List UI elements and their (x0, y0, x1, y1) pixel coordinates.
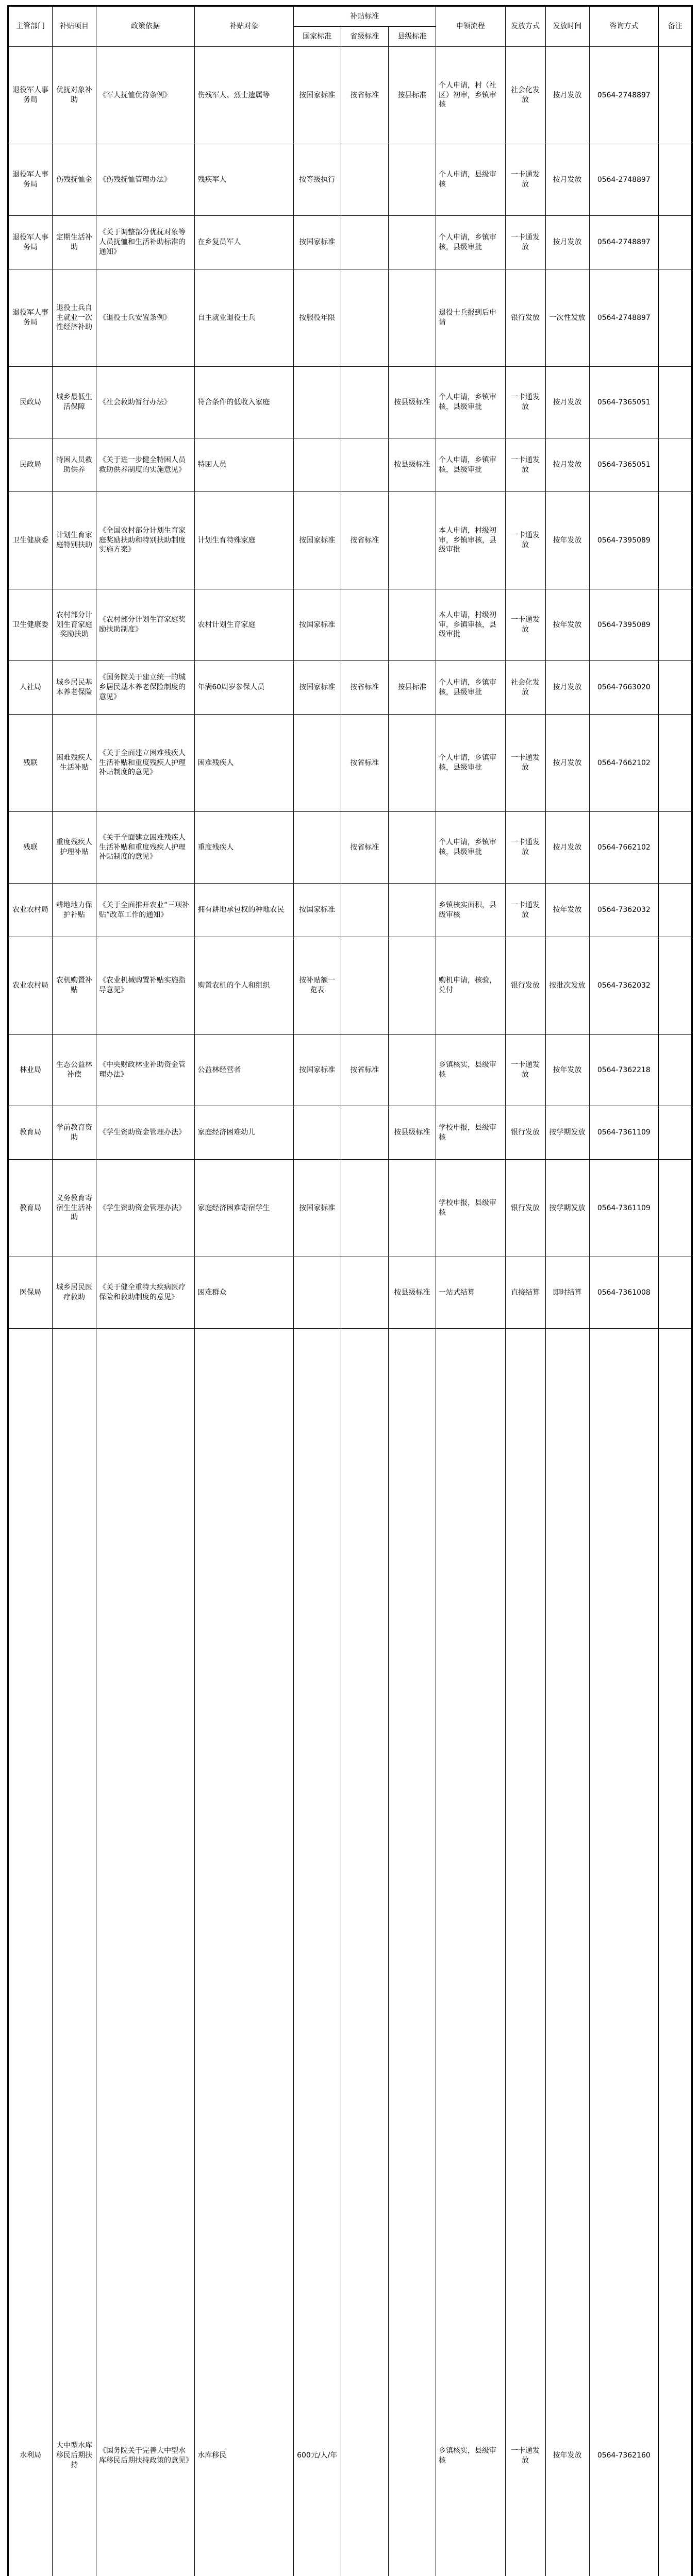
cell-dept: 民政局 (9, 367, 53, 438)
cell-process: 本人申请，村级初审，乡镇审核，县级审批 (436, 492, 505, 589)
cell-dept: 残联 (9, 812, 53, 884)
cell-dept: 残联 (9, 715, 53, 812)
cell-contact: 0564-7362032 (589, 884, 659, 937)
cell-payment: 银行发放 (505, 937, 545, 1035)
cell-payment: 一卡通发放 (505, 884, 545, 937)
cell-time: 按月发放 (545, 47, 589, 144)
cell-province: 按省标准 (341, 812, 388, 884)
cell-province (341, 438, 388, 492)
cell-province (341, 937, 388, 1035)
cell-process: 个人申请，乡镇审核，县级审批 (436, 812, 505, 884)
cell-city (388, 884, 436, 937)
cell-city: 按县标准 (388, 661, 436, 715)
table-row (9, 216, 692, 269)
cell-process: 本人申请，村级初审，乡镇审核，县级审批 (436, 589, 505, 661)
cell-payment: 银行发放 (505, 269, 545, 367)
cell-city (388, 144, 436, 216)
cell-note (659, 1106, 692, 1160)
cell-target: 水库移民 (195, 1329, 293, 2576)
cell-item: 特困人员救助供养 (53, 438, 96, 492)
cell-dept: 农业农村局 (9, 884, 53, 937)
cell-note (659, 589, 692, 661)
cell-target: 符合条件的低收入家庭 (195, 367, 293, 438)
cell-time: 按年发放 (545, 1329, 589, 2576)
cell-time: 按批次发放 (545, 937, 589, 1035)
cell-payment: 一卡通发放 (505, 715, 545, 812)
cell-note (659, 144, 692, 216)
cell-national (293, 367, 341, 438)
cell-city: 按县级标准 (388, 1106, 436, 1160)
cell-time: 按学期发放 (545, 1160, 589, 1257)
table-row (9, 589, 692, 661)
cell-item: 城乡最低生活保障 (53, 367, 96, 438)
cell-process: 个人申请，乡镇审核，县级审批 (436, 367, 505, 438)
cell-target: 伤残军人、烈士遗属等 (195, 47, 293, 144)
cell-contact: 0564-7362218 (589, 1035, 659, 1106)
header-province: 省级标准 (341, 27, 388, 47)
cell-payment: 社会化发放 (505, 661, 545, 715)
cell-payment: 银行发放 (505, 1106, 545, 1160)
cell-process: 个人申请，乡镇审核，县级审批 (436, 715, 505, 812)
cell-basis: 《关于健全重特大疾病医疗保险和救助制度的意见》 (96, 1257, 195, 1329)
cell-basis: 《学生资助资金管理办法》 (96, 1160, 195, 1257)
cell-target: 农村计划生育家庭 (195, 589, 293, 661)
subsidy-table (8, 6, 692, 2576)
cell-dept: 林业局 (9, 1035, 53, 1106)
header-city: 县级标准 (388, 27, 436, 47)
cell-process: 个人申请，村（社区）初审，乡镇审核 (436, 47, 505, 144)
cell-process: 个人申请，县级审核 (436, 144, 505, 216)
cell-province: 按省标准 (341, 1035, 388, 1106)
cell-basis: 《学生资助资金管理办法》 (96, 1106, 195, 1160)
cell-note (659, 438, 692, 492)
table-row (9, 1329, 692, 2576)
cell-note (659, 937, 692, 1035)
cell-process: 学校申报，县级审核 (436, 1160, 505, 1257)
cell-note (659, 715, 692, 812)
cell-province (341, 1257, 388, 1329)
cell-dept: 医保局 (9, 1257, 53, 1329)
cell-contact: 0564-7362032 (589, 937, 659, 1035)
header-note: 备注 (659, 7, 692, 47)
cell-payment: 直接结算 (505, 1257, 545, 1329)
cell-province: 按省标准 (341, 492, 388, 589)
cell-dept: 教育局 (9, 1106, 53, 1160)
cell-target: 特困人员 (195, 438, 293, 492)
cell-item: 城乡居民医疗救助 (53, 1257, 96, 1329)
cell-note (659, 1035, 692, 1106)
cell-item: 定期生活补助 (53, 216, 96, 269)
cell-time: 按月发放 (545, 216, 589, 269)
cell-target: 困难残疾人 (195, 715, 293, 812)
cell-payment: 一卡通发放 (505, 367, 545, 438)
cell-contact: 0564-2748897 (589, 216, 659, 269)
cell-basis: 《农村部分计划生育家庭奖励扶助制度》 (96, 589, 195, 661)
cell-national (293, 438, 341, 492)
cell-city: 按县级标准 (388, 1257, 436, 1329)
cell-province (341, 216, 388, 269)
cell-target: 年满60周岁参保人员 (195, 661, 293, 715)
cell-process: 乡镇核实，县级审核 (436, 1035, 505, 1106)
table-row (9, 1160, 692, 1257)
cell-basis: 《社会救助暂行办法》 (96, 367, 195, 438)
cell-time: 按年发放 (545, 884, 589, 937)
cell-city (388, 269, 436, 367)
cell-contact: 0564-7395089 (589, 492, 659, 589)
table-row (9, 812, 692, 884)
table-row (9, 937, 692, 1035)
table-row (9, 47, 692, 144)
cell-target: 自主就业退役士兵 (195, 269, 293, 367)
cell-contact: 0564-7662102 (589, 812, 659, 884)
cell-note (659, 367, 692, 438)
cell-time: 一次性发放 (545, 269, 589, 367)
cell-national: 按国家标准 (293, 661, 341, 715)
cell-province (341, 1329, 388, 2576)
cell-province (341, 1160, 388, 1257)
cell-national: 按国家标准 (293, 1035, 341, 1106)
cell-basis: 《农业机械购置补贴实施指导意见》 (96, 937, 195, 1035)
cell-city: 按县级标准 (388, 367, 436, 438)
subsidy-document (7, 5, 693, 2576)
cell-item: 重度残疾人护理补贴 (53, 812, 96, 884)
cell-payment: 一卡通发放 (505, 492, 545, 589)
cell-time: 按月发放 (545, 367, 589, 438)
cell-time: 按年发放 (545, 589, 589, 661)
cell-province (341, 269, 388, 367)
cell-item: 耕地地力保护补贴 (53, 884, 96, 937)
cell-time: 按月发放 (545, 661, 589, 715)
cell-note (659, 812, 692, 884)
table-row (9, 438, 692, 492)
cell-national: 按国家标准 (293, 492, 341, 589)
cell-contact: 0564-7663020 (589, 661, 659, 715)
cell-note (659, 492, 692, 589)
cell-note (659, 216, 692, 269)
cell-basis: 《关于进一步健全特困人员救助供养制度的实施意见》 (96, 438, 195, 492)
cell-city: 按县级标准 (388, 438, 436, 492)
cell-target: 家庭经济困难幼儿 (195, 1106, 293, 1160)
table-row (9, 884, 692, 937)
cell-contact: 0564-7365051 (589, 367, 659, 438)
cell-target: 残疾军人 (195, 144, 293, 216)
cell-target: 公益林经营者 (195, 1035, 293, 1106)
cell-payment: 一卡通发放 (505, 1035, 545, 1106)
cell-item: 学前教育资助 (53, 1106, 96, 1160)
table-row (9, 144, 692, 216)
table-row (9, 269, 692, 367)
cell-target: 购置农机的个人和组织 (195, 937, 293, 1035)
cell-province (341, 367, 388, 438)
cell-target: 在乡复员军人 (195, 216, 293, 269)
cell-time: 按学期发放 (545, 1106, 589, 1160)
table-row (9, 1257, 692, 1329)
cell-national (293, 715, 341, 812)
cell-dept: 卫生健康委 (9, 589, 53, 661)
cell-contact: 0564-7365051 (589, 438, 659, 492)
cell-process: 个人申请，乡镇审核，县级审批 (436, 661, 505, 715)
cell-province: 按省标准 (341, 715, 388, 812)
cell-basis: 《国务院关于建立统一的城乡居民基本养老保险制度的意见》 (96, 661, 195, 715)
cell-national (293, 812, 341, 884)
table-row (9, 367, 692, 438)
cell-city (388, 1035, 436, 1106)
cell-process: 一站式结算 (436, 1257, 505, 1329)
cell-contact: 0564-7361109 (589, 1160, 659, 1257)
header-dept: 主管部门 (9, 7, 53, 47)
table-body (9, 47, 692, 2576)
cell-city (388, 1160, 436, 1257)
cell-national: 按服役年限 (293, 269, 341, 367)
cell-item: 义务教育寄宿生生活补助 (53, 1160, 96, 1257)
cell-item: 生态公益林补偿 (53, 1035, 96, 1106)
header-standard: 补贴标准 (293, 7, 436, 27)
cell-city (388, 1329, 436, 2576)
cell-process: 乡镇核实，县级审核 (436, 1329, 505, 2576)
cell-city (388, 492, 436, 589)
cell-process: 个人申请，乡镇审核，县级审批 (436, 216, 505, 269)
cell-item: 伤残抚恤金 (53, 144, 96, 216)
cell-payment: 一卡通发放 (505, 589, 545, 661)
cell-dept: 教育局 (9, 1160, 53, 1257)
cell-note (659, 1329, 692, 2576)
cell-payment: 社会化发放 (505, 47, 545, 144)
cell-payment: 一卡通发放 (505, 812, 545, 884)
cell-city (388, 589, 436, 661)
cell-contact: 0564-7361008 (589, 1257, 659, 1329)
cell-process: 个人申请，乡镇审核，县级审批 (436, 438, 505, 492)
cell-dept: 退役军人事务局 (9, 47, 53, 144)
cell-target: 拥有耕地承包权的种地农民 (195, 884, 293, 937)
cell-target: 困难群众 (195, 1257, 293, 1329)
cell-time: 按月发放 (545, 715, 589, 812)
cell-national: 按国家标准 (293, 47, 341, 144)
cell-contact: 0564-2748897 (589, 269, 659, 367)
cell-note (659, 269, 692, 367)
table-row (9, 492, 692, 589)
cell-city (388, 812, 436, 884)
cell-basis: 《关于全面推开农业“三项补贴”改革工作的通知》 (96, 884, 195, 937)
cell-target: 计划生育特殊家庭 (195, 492, 293, 589)
cell-process: 退役士兵报到后申请 (436, 269, 505, 367)
cell-province (341, 144, 388, 216)
cell-national: 按补贴额一览表 (293, 937, 341, 1035)
cell-time: 按月发放 (545, 438, 589, 492)
cell-process: 购机申请，核验，兑付 (436, 937, 505, 1035)
cell-note (659, 1257, 692, 1329)
cell-province (341, 884, 388, 937)
cell-basis: 《退役士兵安置条例》 (96, 269, 195, 367)
cell-basis: 《中央财政林业补助资金管理办法》 (96, 1035, 195, 1106)
cell-dept: 民政局 (9, 438, 53, 492)
header-national: 国家标准 (293, 27, 341, 47)
cell-basis: 《伤残抚恤管理办法》 (96, 144, 195, 216)
cell-dept: 退役军人事务局 (9, 269, 53, 367)
cell-national: 按国家标准 (293, 1160, 341, 1257)
cell-item: 困难残疾人生活补贴 (53, 715, 96, 812)
cell-basis: 《国务院关于完善大中型水库移民后期扶持政策的意见》 (96, 1329, 195, 2576)
cell-basis: 《关于调整部分优抚对象等人员抚恤和生活补助标准的通知》 (96, 216, 195, 269)
header-target: 补贴对象 (195, 7, 293, 47)
cell-item: 计划生育家庭特别扶助 (53, 492, 96, 589)
cell-national: 按国家标准 (293, 884, 341, 937)
cell-process: 乡镇核实面积，县级审核 (436, 884, 505, 937)
cell-time: 按年发放 (545, 1035, 589, 1106)
cell-province: 按省标准 (341, 47, 388, 144)
table-row (9, 1035, 692, 1106)
cell-dept: 退役军人事务局 (9, 144, 53, 216)
cell-dept: 卫生健康委 (9, 492, 53, 589)
cell-contact: 0564-2748897 (589, 144, 659, 216)
header-contact: 咨询方式 (589, 7, 659, 47)
cell-basis: 《全国农村部分计划生育家庭奖励扶助和特别扶助制度实施方案》 (96, 492, 195, 589)
header-process: 申领流程 (436, 7, 505, 47)
cell-item: 农机购置补贴 (53, 937, 96, 1035)
cell-contact: 0564-2748897 (589, 47, 659, 144)
cell-city (388, 216, 436, 269)
table-row (9, 715, 692, 812)
cell-process: 学校申报，县级审核 (436, 1106, 505, 1160)
cell-national: 按等级执行 (293, 144, 341, 216)
header-payment: 发放方式 (505, 7, 545, 47)
cell-payment: 一卡通发放 (505, 1329, 545, 2576)
cell-dept: 农业农村局 (9, 937, 53, 1035)
header-time: 发放时间 (545, 7, 589, 47)
cell-province: 按省标准 (341, 661, 388, 715)
cell-basis: 《关于全面建立困难残疾人生活补贴和重度残疾人护理补贴制度的意见》 (96, 812, 195, 884)
cell-city: 按县标准 (388, 47, 436, 144)
cell-note (659, 661, 692, 715)
cell-item: 优抚对象补助 (53, 47, 96, 144)
cell-target: 重度残疾人 (195, 812, 293, 884)
cell-national: 按国家标准 (293, 589, 341, 661)
cell-dept: 退役军人事务局 (9, 216, 53, 269)
cell-item: 农村部分计划生育家庭奖励扶助 (53, 589, 96, 661)
cell-province (341, 589, 388, 661)
cell-payment: 一卡通发放 (505, 144, 545, 216)
cell-note (659, 1160, 692, 1257)
cell-contact: 0564-7362160 (589, 1329, 659, 2576)
cell-payment: 一卡通发放 (505, 216, 545, 269)
cell-target: 家庭经济困难寄宿学生 (195, 1160, 293, 1257)
cell-note (659, 47, 692, 144)
cell-national (293, 1106, 341, 1160)
cell-item: 大中型水库移民后期扶持 (53, 1329, 96, 2576)
cell-payment: 一卡通发放 (505, 438, 545, 492)
cell-national (293, 1257, 341, 1329)
header-basis: 政策依据 (96, 7, 195, 47)
table-row (9, 1106, 692, 1160)
cell-contact: 0564-7361109 (589, 1106, 659, 1160)
cell-item: 城乡居民基本养老保险 (53, 661, 96, 715)
cell-contact: 0564-7395089 (589, 589, 659, 661)
cell-time: 按月发放 (545, 812, 589, 884)
cell-basis: 《军人抚恤优待条例》 (96, 47, 195, 144)
cell-item: 退役士兵自主就业一次性经济补助 (53, 269, 96, 367)
cell-city (388, 937, 436, 1035)
cell-city (388, 715, 436, 812)
cell-time: 按年发放 (545, 492, 589, 589)
cell-province (341, 1106, 388, 1160)
cell-basis: 《关于全面建立困难残疾人生活补贴和重度残疾人护理补贴制度的意见》 (96, 715, 195, 812)
cell-contact: 0564-7662102 (589, 715, 659, 812)
cell-dept: 人社局 (9, 661, 53, 715)
table-row (9, 661, 692, 715)
cell-dept: 水利局 (9, 1329, 53, 2576)
cell-time: 即时结算 (545, 1257, 589, 1329)
cell-payment: 银行发放 (505, 1160, 545, 1257)
cell-time: 按月发放 (545, 144, 589, 216)
cell-note (659, 884, 692, 937)
cell-national: 按国家标准 (293, 216, 341, 269)
cell-national: 600元/人/年 (293, 1329, 341, 2576)
header-item: 补贴项目 (53, 7, 96, 47)
